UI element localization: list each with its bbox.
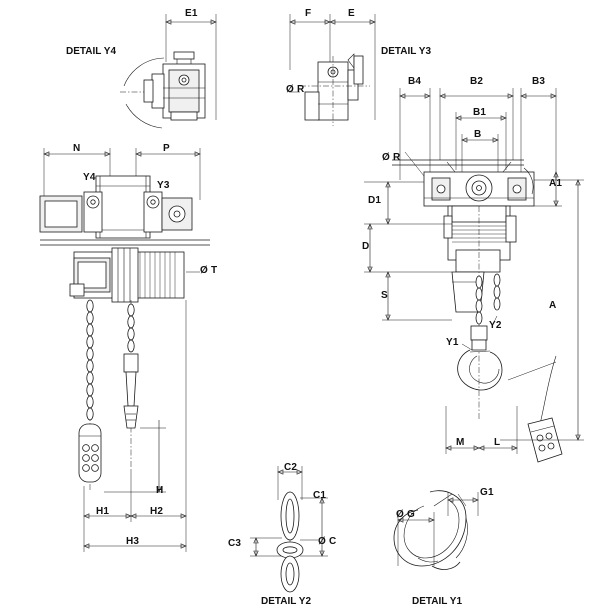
dim-label-phi-r-top: Ø R — [286, 84, 305, 95]
side-view-geometry — [364, 88, 584, 462]
detail-y2-geometry — [250, 466, 328, 592]
dim-label-s: S — [381, 290, 388, 301]
view-title-detail-y4: DETAIL Y4 — [66, 46, 117, 57]
dim-label-e1: E1 — [185, 8, 198, 19]
dim-label-e: E — [348, 8, 355, 19]
dim-label-n: N — [73, 143, 81, 154]
dim-label-b2: B2 — [470, 76, 484, 87]
dim-label-f: F — [305, 8, 312, 19]
front-view-geometry — [40, 148, 210, 552]
dim-label-h2: H2 — [150, 506, 164, 517]
dim-label-c1: C1 — [313, 490, 327, 501]
dim-label-phi-r-side: Ø R — [382, 152, 401, 163]
chain-side — [476, 274, 500, 324]
dim-label-b1: B1 — [473, 107, 487, 118]
callout-y4: Y4 — [83, 172, 96, 183]
dim-label-p: P — [163, 143, 170, 154]
dim-label-m: M — [456, 437, 465, 448]
dim-label-c2: C2 — [284, 462, 298, 473]
detail-y4-geometry — [120, 14, 216, 128]
view-title-detail-y1: DETAIL Y1 — [412, 596, 463, 607]
dim-label-h: H — [156, 485, 164, 496]
dim-label-l: L — [494, 437, 501, 448]
dim-label-d: D — [362, 241, 370, 252]
chain-center — [128, 304, 134, 352]
dim-label-h3: H3 — [126, 536, 140, 547]
chain-left — [87, 300, 93, 420]
dim-label-phi-c: Ø C — [318, 536, 337, 547]
dim-label-h1: H1 — [96, 506, 110, 517]
dim-label-d1: D1 — [368, 195, 382, 206]
callout-y2: Y2 — [489, 320, 502, 331]
callout-y3: Y3 — [157, 180, 170, 191]
view-title-detail-y2: DETAIL Y2 — [261, 596, 312, 607]
dim-label-phi-t: Ø T — [200, 265, 218, 276]
dim-label-phi-g: Ø G — [396, 509, 415, 520]
callout-y1: Y1 — [446, 337, 459, 348]
detail-y1-geometry — [394, 491, 478, 570]
dim-label-b4: B4 — [408, 76, 422, 87]
dim-label-g1: G1 — [480, 487, 494, 498]
dim-label-a1: A1 — [549, 178, 563, 189]
dim-label-c3: C3 — [228, 538, 242, 549]
top-center-detail-geometry — [289, 14, 375, 126]
dim-label-a: A — [549, 300, 557, 311]
dim-label-b: B — [474, 129, 482, 140]
view-title-detail-y3: DETAIL Y3 — [381, 46, 432, 57]
dim-label-b3: B3 — [532, 76, 546, 87]
